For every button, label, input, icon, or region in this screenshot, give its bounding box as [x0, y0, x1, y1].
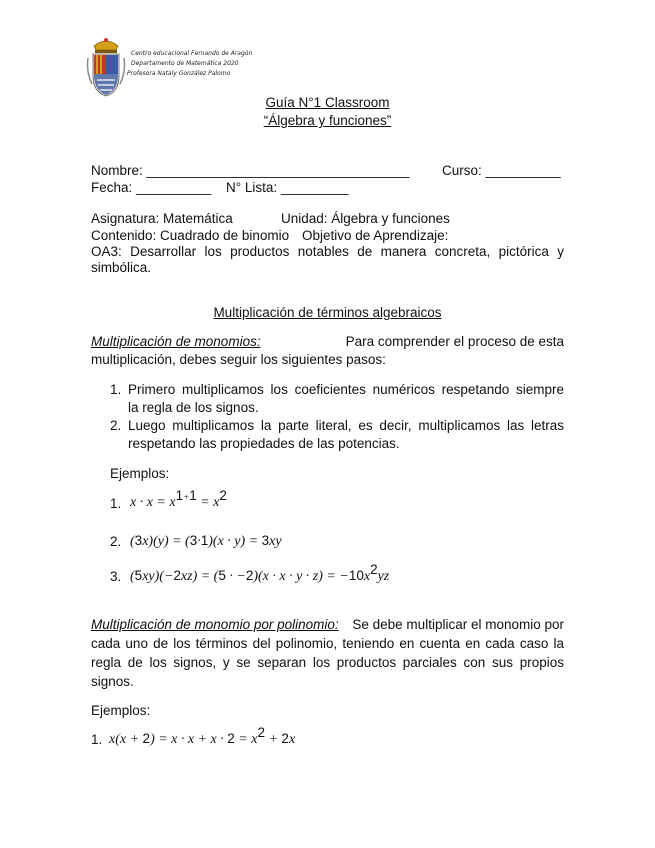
example-2-expression: (3x)(y) = (3·1)(x · y) = 3xy: [130, 533, 282, 549]
polinomio-line-1: [91, 617, 564, 633]
page-subtitle: “Álgebra y funciones”: [263, 113, 392, 128]
lista-blank: _________: [280, 180, 349, 195]
oa3-line-2: simbólica.: [91, 260, 152, 275]
section-title: Multiplicación de términos algebraicos: [213, 305, 442, 320]
page-title: Guía N°1 Classroom: [265, 95, 390, 110]
step-2-line-1: Luego multiplicamos la parte literal, es decir, multiplicamos las letras: [128, 418, 564, 433]
monomios-intro-rest: Para comprender el proceso de esta: [345, 334, 564, 349]
example-3-expression: $(5xy)(-2xz) = (5 \cdot -2)(x \cdot x \cdot y \cdot z) = -10x^2yz$: [130, 562, 390, 584]
header-teacher: Profesora Nataly González Palomo: [127, 70, 231, 77]
example-1-expression: $x \cdot x = x^{1+1} = x^2$: [130, 488, 227, 510]
step-1-line-1: Primero multiplicamos los coeficientes numéricos respetando siempre: [128, 382, 564, 397]
monomios-heading: Multiplicación de monomios:: [91, 334, 261, 349]
nombre-field[interactable]: [91, 163, 409, 179]
examples-label: Ejemplos:: [110, 466, 170, 481]
polinomio-examples-label: Ejemplos:: [91, 703, 151, 718]
objetivo-text: Objetivo de Aprendizaje:: [302, 228, 449, 243]
curso-blank: __________: [485, 163, 561, 178]
polinomio-line-1-rest: Se debe multiplicar el monomio por: [352, 617, 564, 632]
step-2-number: 2.: [110, 418, 122, 433]
step-1-number: 1.: [110, 382, 122, 397]
polinomio-heading: Multiplicación de monomio por polinomio:: [91, 617, 339, 632]
school-crest-icon: [86, 36, 126, 98]
lista-label: N° Lista:: [226, 180, 278, 195]
monomios-intro-line-2: multiplicación, debes seguir los siguientes pasos:: [91, 352, 386, 367]
fecha-field[interactable]: [91, 180, 211, 196]
fecha-label: Fecha:: [91, 180, 133, 195]
monomios-intro-line-1: [91, 334, 564, 350]
lista-field[interactable]: [226, 180, 349, 196]
header-school: Centro educacional Fernando de Aragón: [131, 50, 253, 57]
polinomio-line-3: regla de los signos, y se separan los productos parciales con sus propios: [91, 655, 564, 670]
step-1-line-2: la regla de los signos.: [128, 400, 259, 415]
polinomio-example-1-expression: $x(x + 2) = x \cdot x + x \cdot 2 = x^2 + 2x$: [109, 725, 296, 747]
header-department: Departamento de Matemática 2020: [131, 60, 239, 67]
nombre-label: Nombre:: [91, 163, 143, 178]
polinomio-example-1-number: 1.: [91, 732, 103, 747]
example-1-number: 1.: [110, 496, 122, 511]
fecha-blank: __________: [136, 180, 212, 195]
contenido-text: Contenido: Cuadrado de binomio: [91, 228, 290, 243]
asignatura-text: Asignatura: Matemática: [91, 211, 233, 226]
oa3-line-1: OA3: Desarrollar los productos notables de manera concreta, pictórica y: [91, 244, 564, 259]
polinomio-line-2: cada uno de los términos del polinomio, teniendo en cuenta en cada caso la: [91, 636, 564, 651]
curso-field[interactable]: [442, 163, 561, 179]
step-2-line-2: respetando las propiedades de las potencias.: [128, 436, 400, 451]
polinomio-line-4: signos.: [91, 674, 134, 689]
unidad-text: Unidad: Álgebra y funciones: [281, 211, 450, 226]
curso-label: Curso:: [442, 163, 482, 178]
example-3-number: 3.: [110, 569, 122, 584]
example-2-number: 2.: [110, 534, 122, 549]
nombre-blank: ___________________________________: [146, 163, 410, 178]
